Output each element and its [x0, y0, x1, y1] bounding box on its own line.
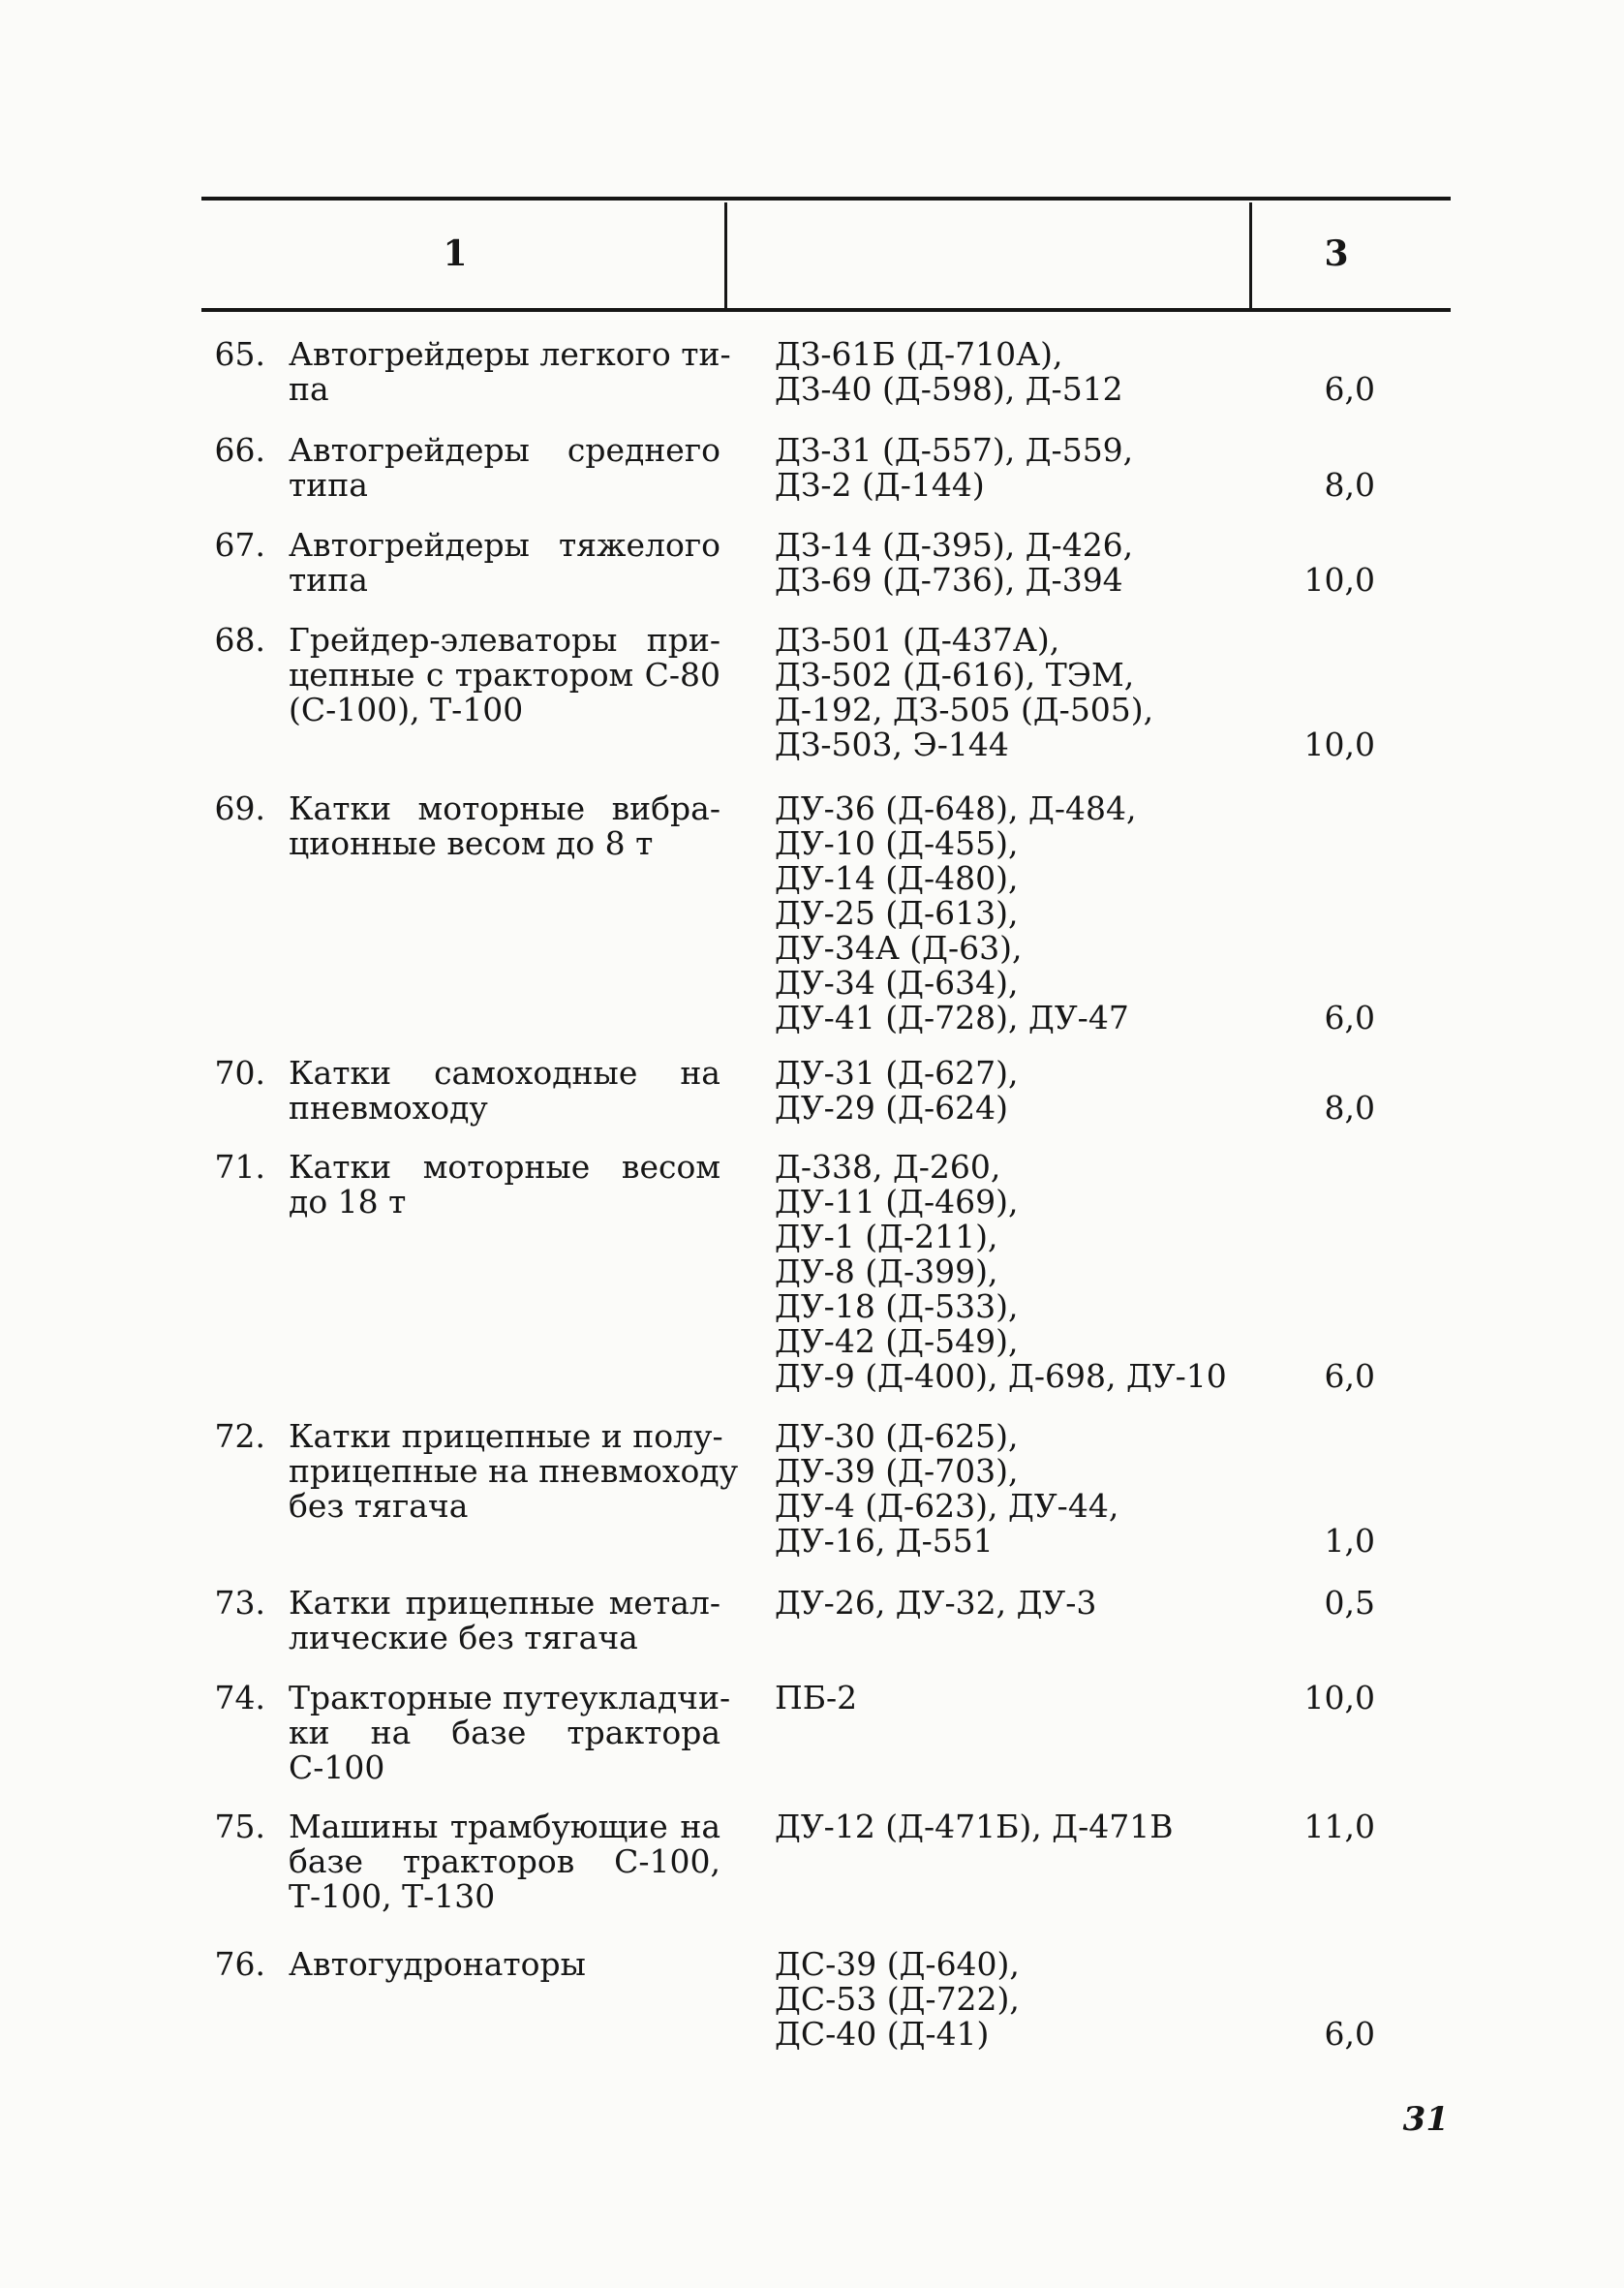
brand-line: ДЗ-31 (Д-557), Д-559,	[775, 431, 1134, 469]
row-value: 0,5	[1324, 1584, 1375, 1622]
machine-name	[289, 1809, 720, 1914]
machine-name-line: типа	[289, 466, 368, 504]
row-number: 66.	[214, 431, 265, 469]
brand-line: ДУ-25 (Д-613),	[775, 894, 1019, 932]
machine-name-line: (С-100), Т-100	[289, 691, 524, 728]
machine-name-line: ционные весом до 8 т	[289, 824, 654, 862]
machine-name-line: Автогрейдеры легкого ти-	[289, 335, 731, 373]
brand-line: ДУ-41 (Д-728), ДУ-47	[775, 999, 1129, 1036]
machine-brands	[775, 1419, 1259, 1559]
machine-name-line: Машины трамбующие на	[289, 1808, 720, 1845]
row-value: 6,0	[1324, 370, 1375, 408]
machine-name	[289, 528, 720, 598]
machine-name	[289, 335, 731, 408]
row-value: 6,0	[1324, 999, 1375, 1036]
row-number: 67.	[214, 526, 265, 564]
machine-name	[289, 1586, 720, 1655]
machine-name	[289, 1150, 720, 1220]
brand-line: ДС-53 (Д-722),	[775, 1980, 1020, 2018]
row-number: 76.	[214, 1945, 265, 1983]
brand-line: ДУ-9 (Д-400), Д-698, ДУ-10	[775, 1357, 1227, 1395]
machine-name-line: Т-100, Т-130	[289, 1877, 496, 1915]
brand-line: ДУ-26, ДУ-32, ДУ-3	[775, 1584, 1097, 1622]
brand-line: ДС-39 (Д-640),	[775, 1945, 1020, 1983]
column-header-1: 1	[443, 233, 468, 274]
column-header-3: 3	[1324, 233, 1349, 274]
brand-line: Д-338, Д-260,	[775, 1148, 1001, 1186]
row-value: 1,0	[1324, 1522, 1375, 1560]
row-number: 72.	[214, 1417, 265, 1455]
machine-brands	[775, 433, 1259, 503]
row-number: 70.	[214, 1054, 265, 1092]
machine-name-line: Автогудронаторы	[289, 1945, 586, 1983]
brand-line: ДУ-30 (Д-625),	[775, 1417, 1019, 1455]
brand-line: ДЗ-69 (Д-736), Д-394	[775, 561, 1123, 599]
machine-name	[289, 1056, 720, 1126]
brand-line: ПБ-2	[775, 1679, 858, 1716]
machine-name	[289, 791, 720, 861]
machine-name-line: ки на базе трактора	[289, 1714, 720, 1751]
machine-brands	[775, 623, 1259, 762]
brand-line: ДЗ-501 (Д-437А),	[775, 621, 1060, 659]
row-number: 73.	[214, 1584, 265, 1622]
machine-name	[289, 433, 720, 503]
machine-brands	[775, 1947, 1259, 2052]
machine-name-line: базе тракторов С-100,	[289, 1842, 720, 1880]
header-divider-2	[1249, 202, 1252, 309]
brand-line: ДУ-10 (Д-455),	[775, 824, 1019, 862]
machine-name-line: типа	[289, 561, 368, 599]
row-value: 10,0	[1303, 1679, 1375, 1716]
machine-brands	[775, 791, 1259, 1036]
table-top-rule	[201, 197, 1451, 201]
brand-line: ДУ-8 (Д-399),	[775, 1252, 998, 1290]
brand-line: ДУ-42 (Д-549),	[775, 1322, 1019, 1360]
machine-name	[289, 623, 720, 727]
machine-name-line: па	[289, 370, 329, 408]
brand-line: ДУ-31 (Д-627),	[775, 1054, 1019, 1092]
machine-brands	[775, 1056, 1259, 1126]
machine-name-line: до 18 т	[289, 1183, 407, 1221]
machine-name-line: Автогрейдеры тяжелого	[289, 526, 720, 564]
brand-line: ДЗ-40 (Д-598), Д-512	[775, 370, 1123, 408]
row-value: 8,0	[1324, 1089, 1375, 1127]
brand-line: ДЗ-503, Э-144	[775, 726, 1009, 763]
row-value: 6,0	[1324, 2015, 1375, 2053]
row-value: 10,0	[1303, 561, 1375, 599]
brand-line: Д-192, ДЗ-505 (Д-505),	[775, 691, 1154, 728]
machine-brands	[775, 1681, 1259, 1716]
machine-name-line: прицепные на пневмоходу	[289, 1452, 739, 1490]
brand-line: ДУ-34 (Д-634),	[775, 964, 1019, 1002]
row-number: 71.	[214, 1148, 265, 1186]
brand-line: ДЗ-14 (Д-395), Д-426,	[775, 526, 1134, 564]
machine-name-line: Катки самоходные на	[289, 1054, 720, 1092]
machine-name-line: Тракторные путеукладчи-	[289, 1679, 731, 1716]
machine-name-line: С-100	[289, 1748, 385, 1786]
machine-brands	[775, 337, 1259, 407]
machine-name-line: Катки моторные весом	[289, 1148, 720, 1186]
brand-line: ДУ-36 (Д-648), Д-484,	[775, 789, 1137, 827]
machine-brands	[775, 1809, 1259, 1844]
brand-line: ДУ-14 (Д-480),	[775, 859, 1019, 897]
brand-line: ДУ-1 (Д-211),	[775, 1218, 998, 1255]
machine-name-line: Автогрейдеры среднего	[289, 431, 720, 469]
row-value: 6,0	[1324, 1357, 1375, 1395]
row-number: 65.	[214, 335, 265, 373]
row-number: 75.	[214, 1808, 265, 1845]
machine-brands	[775, 528, 1259, 598]
brand-line: ДЗ-61Б (Д-710А),	[775, 335, 1063, 373]
brand-line: ДУ-34А (Д-63),	[775, 929, 1023, 967]
brand-line: ДУ-12 (Д-471Б), Д-471В	[775, 1808, 1174, 1845]
machine-name-line: Катки моторные вибра-	[289, 789, 720, 827]
row-value: 8,0	[1324, 466, 1375, 504]
brand-line: ДС-40 (Д-41)	[775, 2015, 990, 2053]
header-divider-1	[724, 202, 727, 309]
row-number: 74.	[214, 1679, 265, 1716]
machine-brands	[775, 1150, 1259, 1394]
brand-line: ДУ-4 (Д-623), ДУ-44,	[775, 1487, 1119, 1525]
machine-name	[289, 1947, 720, 1982]
machine-name-line: Катки прицепные метал-	[289, 1584, 720, 1622]
machine-name-line: Грейдер-элеваторы при-	[289, 621, 720, 659]
row-value: 11,0	[1303, 1808, 1375, 1845]
machine-name	[289, 1679, 731, 1786]
brand-line: ДУ-39 (Д-703),	[775, 1452, 1019, 1490]
machine-name-line: Катки прицепные и полу-	[289, 1417, 723, 1455]
brand-line: ДУ-18 (Д-533),	[775, 1287, 1019, 1325]
brand-line: ДУ-29 (Д-624)	[775, 1089, 1009, 1127]
brand-line: ДУ-16, Д-551	[775, 1522, 994, 1560]
machine-name-line: лические без тягача	[289, 1619, 638, 1656]
table-header-rule	[201, 308, 1451, 312]
machine-name-line: без тягача	[289, 1487, 469, 1525]
machine-brands	[775, 1586, 1259, 1621]
row-number: 69.	[214, 789, 265, 827]
row-value: 10,0	[1303, 726, 1375, 763]
brand-line: ДЗ-2 (Д-144)	[775, 466, 985, 504]
machine-name-line: пневмоходу	[289, 1089, 488, 1127]
row-number: 68.	[214, 621, 265, 659]
machine-name	[289, 1417, 739, 1525]
brand-line: ДЗ-502 (Д-616), ТЭМ,	[775, 656, 1135, 694]
machine-name-line: цепные с трактором С-80	[289, 656, 720, 694]
brand-line: ДУ-11 (Д-469),	[775, 1183, 1019, 1221]
page-number: 31	[1402, 2100, 1449, 2139]
